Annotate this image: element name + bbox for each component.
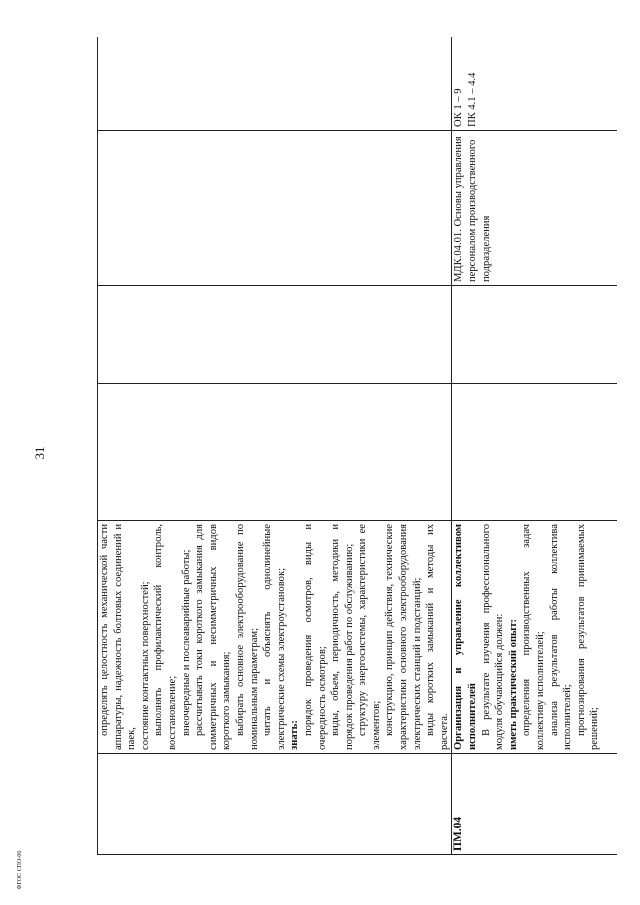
cell-empty xyxy=(98,384,452,521)
cell-code-empty xyxy=(98,754,452,855)
practice-label: иметь практический опыт: xyxy=(507,618,519,750)
text-line: внеочередные и послеаварийные работы; xyxy=(180,549,192,736)
text-line: порядок проведения осмотров, виды и очередность осмотров; xyxy=(302,524,328,750)
cell-empty xyxy=(98,286,452,384)
page-number: 31 xyxy=(32,446,47,460)
text-line: анализа результатов работы коллектива исполнителей; xyxy=(548,524,574,750)
cell-module-description xyxy=(452,521,617,754)
text-line: виды, объем, периодичность, методики и порядок проведения работ по обслуживанию; xyxy=(330,524,355,750)
mdk-name: МДК.04.01. Основы управления персоналом производственного подразделения xyxy=(452,131,617,286)
text-line: определения производственных задач коллективу исполнителей; xyxy=(521,524,546,750)
text-line: выбирать основное электрооборудование по номинальным параметрам; xyxy=(234,524,260,750)
text-line: прогнозирования результатов принимаемых решений; xyxy=(575,524,601,750)
rotated-table-sheet xyxy=(97,37,617,855)
cell-empty xyxy=(452,384,617,521)
text-line: В результате изучения профессионального модуля обучающийся должен: xyxy=(480,524,506,750)
table-row xyxy=(98,37,452,855)
cell-empty xyxy=(98,131,452,286)
text-line: состояние контактных поверхностей; xyxy=(139,581,151,750)
table-row xyxy=(452,37,617,855)
rotated-table-wrapper xyxy=(97,37,617,855)
cell-empty xyxy=(98,37,452,131)
cell-empty xyxy=(452,286,617,384)
text-line: выполнять профилактический контроль, восстановление; xyxy=(153,524,178,750)
module-code: ПМ.04 xyxy=(452,754,617,855)
competency-ok: ОК 1 – 9 xyxy=(453,88,465,127)
text-line: определять целостность механической части аппаратуры, надежность болтовых соединений и паек, xyxy=(99,524,138,750)
cell-skills-knowledge xyxy=(98,521,452,754)
module-title: Организация и управление коллективом исполнителей xyxy=(453,524,479,750)
curriculum-table xyxy=(97,37,617,855)
text-line: рассчитывать токи короткого замыкания для симметричных и несимметричных видов короткого замыкания; xyxy=(194,524,233,750)
footer-code: ФГОС СПО-06 xyxy=(17,850,23,890)
text-line: виды коротких замыканий и методы их расчета. xyxy=(425,524,450,750)
text-line: структуру энергосистемы, характеристики ее элементов; xyxy=(357,524,382,750)
competencies-cell xyxy=(452,37,617,131)
know-label: знать: xyxy=(289,720,301,750)
text-line: конструкцию, принцип действия, технические характеристики основного электрооборудования электрических станций и подстанций; xyxy=(384,524,423,750)
competency-pk: ПК 4.1 – 4.4 xyxy=(467,72,479,127)
text-line: читать и объяснять однолинейные электрические схемы электроустановок; xyxy=(262,524,287,750)
